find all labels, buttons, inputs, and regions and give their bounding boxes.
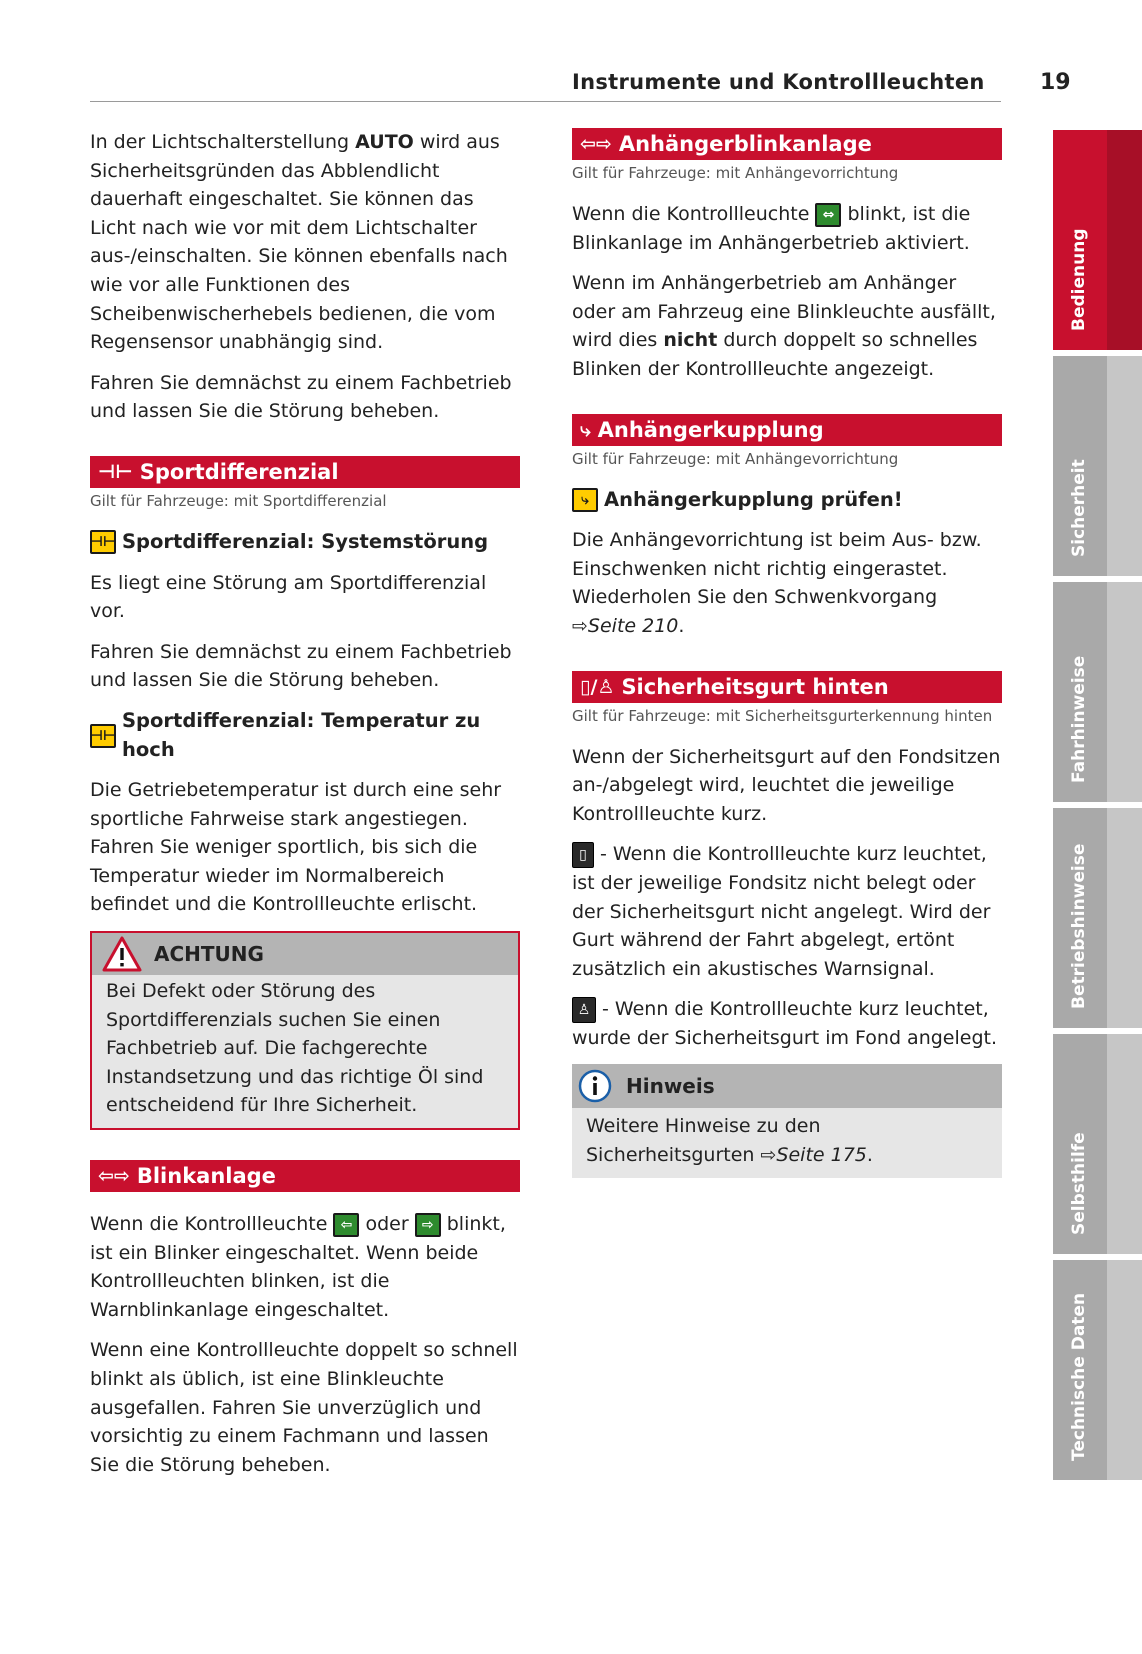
hinweis-label: Hinweis (626, 1074, 715, 1099)
applies-to-note: Gilt für Fahrzeuge: mit Sportdifferenzial (90, 491, 387, 510)
section-header-sportdifferenzial: ⊣⊢ Sportdifferenzial (90, 456, 520, 488)
page-reference-link[interactable]: ⇨Seite 210 (572, 614, 679, 637)
turn-signal-icon: ⇦⇨ (98, 1165, 130, 1188)
right-turn-signal-icon: ⇨ (415, 1213, 441, 1237)
intro-paragraph-1: In der Lichtschalterstellung AUTO wird aus Sicherheitsgründen das Abblendlicht dauerhaft eingeschaltet. Sie können das Licht nach wie vor mit dem Lichtschalter aus-/einschalten. Sie können ebenfalls nach wie vor alle Funktionen des Scheibenwischerhebels bedienen, die vom Regensensor unabhängig sind. (90, 131, 508, 354)
tab-technische-daten[interactable]: Technische Daten (1053, 1260, 1142, 1480)
running-header-title: Instrumente und Kontrollleuchten (572, 70, 985, 94)
section-header-blinkanlage: ⇦⇨ Blinkanlage (90, 1160, 520, 1192)
tab-selbsthilfe[interactable]: Selbsthilfe (1053, 1034, 1142, 1254)
header-divider (90, 101, 1001, 102)
warning-triangle-icon (102, 936, 142, 972)
seat-belt-icon: ▯/♙ (580, 675, 615, 698)
paragraph: Es liegt eine Störung am Sportdifferenzial vor. (90, 571, 487, 623)
trailer-blink-paragraph-2: Wenn im Anhängerbetrieb am Anhänger oder am Fahrzeug eine Blinkleuchte ausfällt, wird dies nicht durch doppelt so schnelles Blinken der Kontrollleuchte angezeigt. (572, 272, 996, 380)
blink-paragraph-2: Wenn eine Kontrollleuchte doppelt so schnell blinkt als üblich, ist eine Blinkleuchte ausgefallen. Fahren Sie unverzüglich und vorsichtig zu einem Fachmann und lassen Sie die Störung beheben. (90, 1339, 518, 1476)
trailer-blink-paragraph-1: Wenn die Kontrollleuchte ⇔ blinkt, ist die Blinkanlage im Anhängerbetrieb aktiviert. (572, 203, 971, 254)
belt-paragraph-1: Wenn der Sicherheitsgurt auf den Fondsitzen an-/abgelegt wird, leuchtet die jeweilige Kontrollleuchte kurz. (572, 745, 1001, 825)
trailer-signal-lamp-icon: ⇔ (815, 203, 841, 227)
trailer-turn-signal-icon: ⇦⇨ (580, 133, 612, 155)
achtung-text: Bei Defekt oder Störung des Sportdifferenzials suchen Sie einen Fachbetrieb auf. Die fachgerechte Instandsetzung und das richtige Öl sind entscheidend für Ihre Sicherheit. (106, 980, 484, 1117)
applies-to-note: Gilt für Fahrzeuge: mit Anhängevorrichtung (572, 449, 899, 468)
page-number: 19 (1040, 70, 1071, 95)
sport-differential-warning-icon: ⊣⊢ (90, 724, 116, 748)
paragraph: Die Getriebetemperatur ist durch eine sehr sportliche Fahrweise stark angestiegen. Fahren Sie weniger sportlich, bis sich die Temperatur wieder im Normalbereich befindet und die Kontrollleuchte erlischt. (90, 779, 502, 916)
tab-fahrhinweise[interactable]: Fahrhinweise (1053, 582, 1142, 802)
section-header-anhaengerkupplung: ⤷ Anhängerkupplung (572, 414, 1002, 446)
sport-differential-warning-icon: ⊣⊢ (90, 530, 116, 554)
empty-seat-icon: ▯ (572, 842, 594, 868)
applies-to-note: Gilt für Fahrzeuge: mit Sicherheitsgurterkennung hinten (572, 706, 993, 725)
section-header-sicherheitsgurt: ▯/♙ Sicherheitsgurt hinten (572, 671, 1002, 703)
belted-passenger-icon: ♙ (572, 997, 596, 1023)
achtung-box (90, 931, 520, 1130)
left-column (90, 128, 520, 1491)
right-column (572, 128, 1002, 1178)
hinweis-text: Weitere Hinweise zu den Sicherheitsgurten ⇨Seite 175. (586, 1115, 873, 1167)
left-turn-signal-icon: ⇦ (333, 1213, 359, 1237)
hinweis-header (572, 1064, 1002, 1108)
page-reference-link[interactable]: ⇨Seite 175 (760, 1144, 867, 1167)
lamp-heading-systemstoerung: ⊣⊢ Sportdifferenzial: Systemstörung (90, 529, 489, 553)
trailer-hitch-warning-icon: ⤷ (572, 488, 598, 512)
lamp-heading-temperatur: ⊣⊢ Sportdifferenzial: Temperatur zu hoch (90, 708, 481, 761)
applies-to-note: Gilt für Fahrzeuge: mit Anhängevorrichtung (572, 164, 899, 182)
tab-bedienung[interactable]: Bedienung (1053, 130, 1142, 350)
section-header-anhaengerblinkanlage: ⇦⇨ Anhängerblinkanlage (572, 128, 1002, 160)
paragraph: Fahren Sie demnächst zu einem Fachbetrieb und lassen Sie die Störung beheben. (90, 640, 512, 692)
hinweis-box (572, 1064, 1002, 1177)
info-icon (578, 1069, 612, 1103)
trailer-hitch-icon: ⤷ (580, 418, 591, 441)
coupling-paragraph: Die Anhängevorrichtung ist beim Aus- bzw. Einschwenken nicht richtig eingerastet. Wiederholen Sie den Schwenkvorgang ⇨Seite 210. (572, 529, 982, 637)
tab-betriebshinweise[interactable]: Betriebshinweise (1053, 808, 1142, 1028)
lamp-heading-kupplung: ⤷ Anhängerkupplung prüfen! (572, 486, 1002, 515)
belt-paragraph-3: ♙ - Wenn die Kontrollleuchte kurz leuchtet, wurde der Sicherheitsgurt im Fond angelegt. (572, 998, 998, 1049)
achtung-label: ACHTUNG (154, 941, 264, 966)
belt-paragraph-2: ▯ - Wenn die Kontrollleuchte kurz leuchtet, ist der jeweilige Fondsitz nicht belegt oder der Sicherheitsgurt nicht angelegt. Wird der Gurt während der Fahrt abgelegt, ertönt zusätzlich ein akustisches Warnsignal. (572, 843, 991, 980)
intro-paragraph-2: Fahren Sie demnächst zu einem Fachbetrieb und lassen Sie die Störung beheben. (90, 371, 512, 423)
tab-sicherheit[interactable]: Sicherheit (1053, 356, 1142, 576)
blink-paragraph-1: Wenn die Kontrollleuchte ⇦ oder ⇨ blinkt, ist ein Blinker eingeschaltet. Wenn beide Kontrollleuchten blinken, ist die Warnblinkanlage eingeschaltet. (90, 1213, 506, 1321)
sport-differential-icon: ⊣⊢ (98, 460, 133, 483)
achtung-header (92, 933, 518, 975)
